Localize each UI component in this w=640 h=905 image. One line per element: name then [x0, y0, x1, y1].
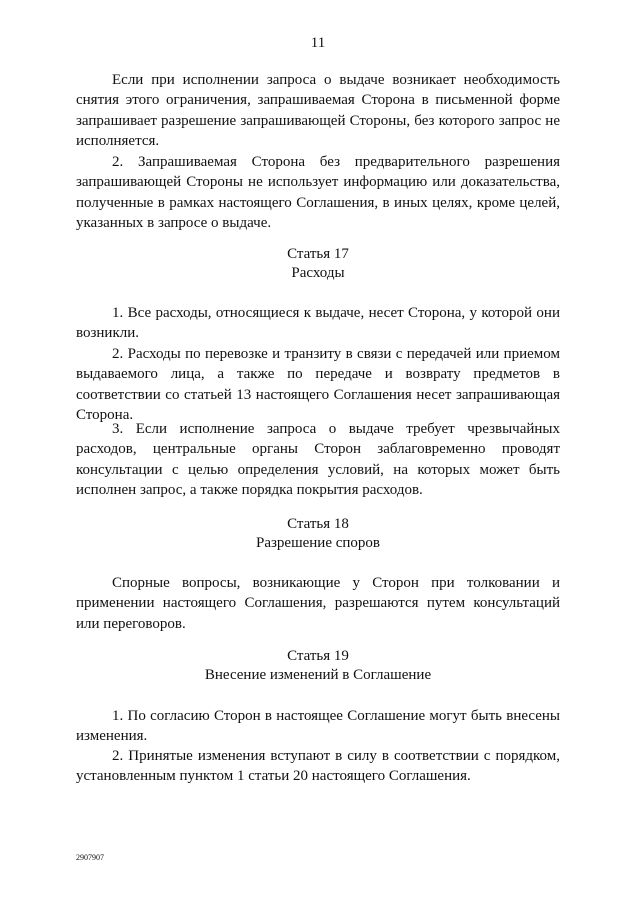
article-17-title: Расходы [291, 265, 345, 281]
article-19-paragraph-1: 1. По согласию Сторон в настоящее Соглашение могут быть внесены изменения. [76, 708, 560, 745]
article-18-number: Статья 18 [287, 516, 349, 532]
document-code: 2907907 [76, 853, 104, 862]
article-18-title: Разрешение споров [255, 535, 381, 551]
page-number: 11 [310, 35, 326, 51]
article-18-paragraph-1: Спорные вопросы, возникающие у Сторон при толковании и применении настоящего Соглашения, разрешаются путем консультаций или переговоров. [76, 575, 560, 632]
article-17-paragraph-2: 2. Расходы по перевозке и транзиту в связи с передачей или приемом выдаваемого лица, а также по передаче и возврату предметов в соответствии со статьей 13 настоящего Соглашения несет запрашивающая Сторона. [76, 346, 560, 424]
article-17-number: Статья 17 [287, 246, 349, 262]
article-19-title: Внесение изменений в Соглашение [204, 667, 432, 683]
article-19-number: Статья 19 [287, 648, 349, 664]
article-17-paragraph-3: 3. Если исполнение запроса о выдаче требует чрезвычайных расходов, центральные органы Сторон заблаговременно проводят консультации с целью определения условий, на которых может быть исполнен запрос, а также порядка покрытия расходов. [76, 421, 560, 499]
article-19-paragraph-2: 2. Принятые изменения вступают в силу в соответствии с порядком, установленным пунктом 1 статьи 20 настоящего Соглашения. [76, 748, 560, 785]
intro-paragraph-2: 2. Запрашиваемая Сторона без предварительного разрешения запрашивающей Стороны не использует информацию или доказательства, полученные в рамках настоящего Соглашения, в иных целях, кроме целей, указанных в запросе о выдаче. [76, 154, 560, 232]
intro-paragraph-1: Если при исполнении запроса о выдаче возникает необходимость снятия этого ограничения, запрашиваемая Сторона в письменной форме запрашивает разрешение запрашивающей Стороны, без которого запрос не исполняется. [76, 72, 560, 150]
article-17-paragraph-1: 1. Все расходы, относящиеся к выдаче, несет Сторона, у которой они возникли. [76, 305, 560, 342]
